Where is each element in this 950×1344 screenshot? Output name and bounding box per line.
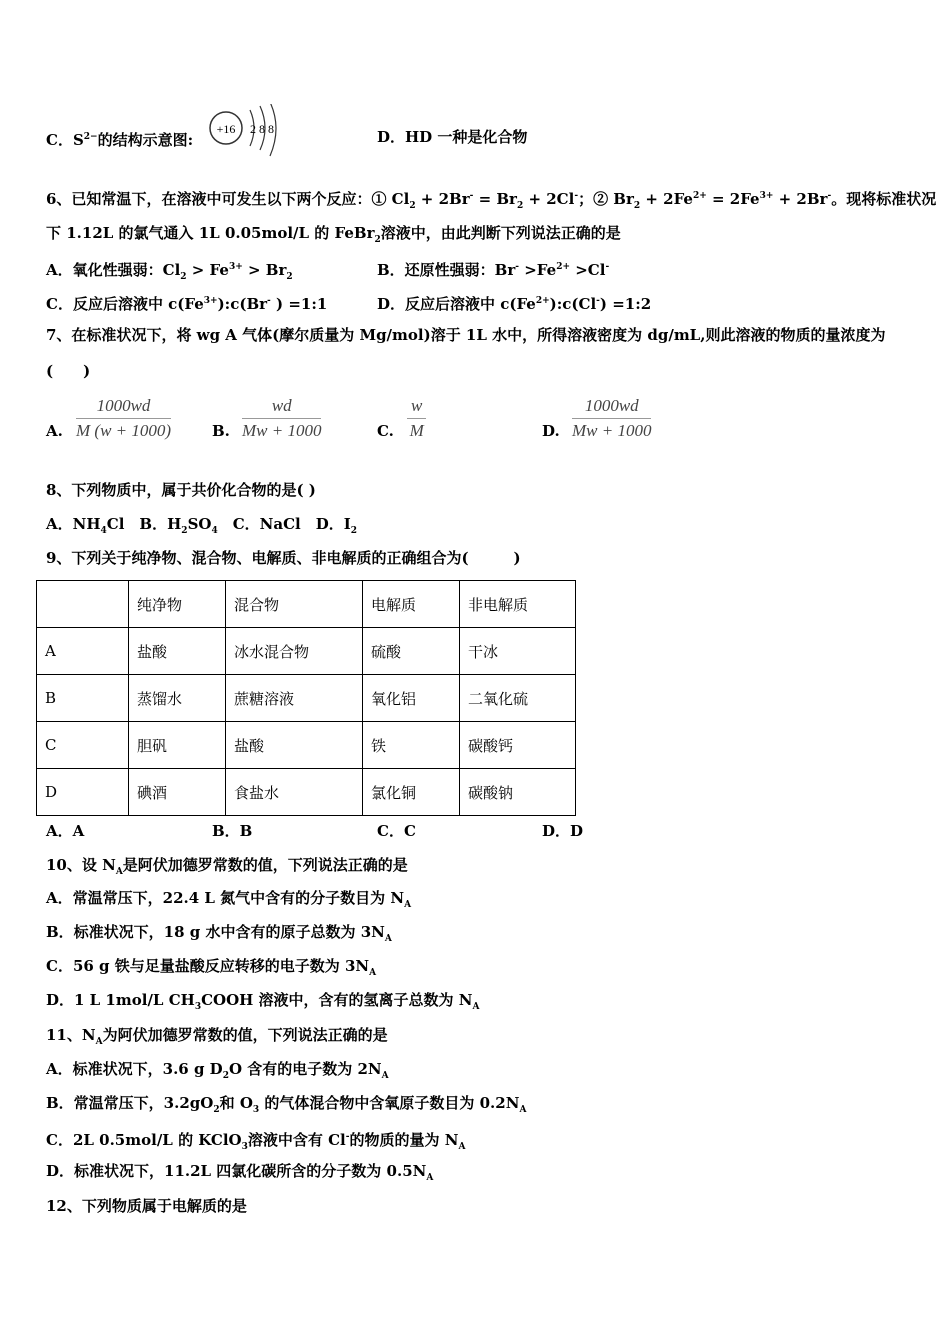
q7-option-label: C. <box>377 422 394 440</box>
text-line <box>46 291 327 314</box>
q5-c-suffix: 的结构示意图: <box>97 131 194 149</box>
table-cell: 二氧化硫 <box>460 675 576 722</box>
text-segment: 11、N <box>46 1026 96 1044</box>
sulfur-ion-structure-diagram <box>206 104 282 162</box>
text-segment: > Br <box>242 261 287 279</box>
table-row <box>37 769 576 816</box>
text-segment: A <box>458 1142 466 1152</box>
text-segment: 3+ <box>228 262 243 272</box>
text-segment: ):c(Cl <box>549 295 597 313</box>
text-segment: C．2L 0.5mol/L 的 KClO <box>46 1131 242 1149</box>
text-line <box>46 888 411 915</box>
text-segment: C．C <box>377 822 416 840</box>
table-header: 混合物 <box>226 581 363 628</box>
table-cell: 盐酸 <box>226 722 363 769</box>
text-segment: C．反应后溶液中 c(Fe <box>46 295 204 313</box>
text-line <box>46 514 357 541</box>
text-segment: - <box>469 191 474 201</box>
q5-option-d: D．HD 一种是化合物 <box>377 128 528 146</box>
text-line <box>46 1059 389 1086</box>
table-header-row <box>37 581 576 628</box>
q7-option-label: A. <box>46 422 63 440</box>
table-row <box>37 628 576 675</box>
text-line <box>46 990 479 1017</box>
text-line <box>46 361 90 381</box>
text-segment: A <box>404 900 412 910</box>
text-segment: A．标准状况下，3.6 g D <box>46 1060 223 1078</box>
text-line <box>46 186 936 216</box>
table-cell: C <box>37 722 129 769</box>
text-segment: 6、已知常温下，在溶液中可发生以下两个反应：① Cl <box>46 190 410 208</box>
text-line <box>46 956 376 983</box>
text-segment: ) =1:1 <box>270 295 328 313</box>
text-line <box>46 821 84 841</box>
text-segment: A <box>369 968 377 978</box>
text-line <box>377 821 416 841</box>
text-segment: 2 <box>374 235 381 245</box>
text-line <box>46 325 885 345</box>
table-cell: 食盐水 <box>226 769 363 816</box>
text-segment: 2 <box>222 1071 229 1081</box>
fraction-numerator: 1000wd <box>572 396 651 419</box>
q5-c-sup: 2− <box>83 132 98 142</box>
text-segment: COOH 溶液中，含有的氢离子总数为 N <box>201 991 473 1009</box>
fraction-denominator: M <box>409 421 424 440</box>
fraction-denominator: M (w + 1000) <box>76 421 172 440</box>
nucleus-charge: +16 <box>216 122 236 136</box>
text-segment: D．D <box>542 822 584 840</box>
text-segment: 2 <box>516 201 524 211</box>
q7-option-fraction <box>572 396 651 441</box>
text-segment: 3+ <box>759 191 774 201</box>
fraction-numerator: w <box>407 396 426 419</box>
text-line <box>542 821 583 841</box>
text-segment: 的物质的量为 N <box>349 1131 459 1149</box>
table-header: 非电解质 <box>460 581 576 628</box>
text-segment: Cl B．H <box>106 515 182 533</box>
text-segment: ；② Br <box>578 190 634 208</box>
text-segment: - <box>345 1132 350 1142</box>
text-segment: 2+ <box>692 191 707 201</box>
text-segment: 的气体混合物中含氧原子数目为 0.2N <box>259 1094 520 1112</box>
table-cell: D <box>37 769 129 816</box>
table-cell: 氧化铝 <box>363 675 460 722</box>
table-cell: 冰水混合物 <box>226 628 363 675</box>
text-segment: 2+ <box>556 262 570 272</box>
text-line <box>46 1196 247 1216</box>
text-segment: - <box>267 296 271 306</box>
text-segment: A <box>519 1105 527 1115</box>
text-line <box>46 1161 433 1188</box>
table-header: 纯净物 <box>129 581 226 628</box>
text-segment: ) =1:2 <box>599 295 652 313</box>
table-cell: A <box>37 628 129 675</box>
text-segment: A．A <box>46 822 85 840</box>
q5-c-text: C．S <box>46 131 84 149</box>
text-segment: 2 <box>286 272 293 282</box>
q7-option-fraction <box>76 396 171 441</box>
table-header: 电解质 <box>363 581 460 628</box>
text-segment: - <box>574 191 579 201</box>
electron-shells: 2 8 8 <box>250 122 274 136</box>
text-line <box>46 1093 526 1120</box>
q7-option-fraction <box>242 396 321 441</box>
fraction-denominator: Mw + 1000 <box>242 421 322 440</box>
q7-option-label: B. <box>212 422 230 440</box>
fraction-denominator: Mw + 1000 <box>572 421 652 440</box>
text-line <box>377 291 651 314</box>
text-segment: 2 <box>213 1105 220 1115</box>
text-segment: + 2Br <box>773 190 828 208</box>
text-segment: 3+ <box>203 296 218 306</box>
table-cell: 碘酒 <box>129 769 226 816</box>
table-cell: 胆矾 <box>129 722 226 769</box>
text-segment: B．标准状况下，18 g 水中含有的原子总数为 3N <box>46 923 385 941</box>
text-segment: = 2Fe <box>706 190 760 208</box>
text-line <box>46 1127 465 1157</box>
text-segment: A <box>115 867 123 877</box>
text-segment: - <box>596 296 600 306</box>
table-row <box>37 675 576 722</box>
text-segment: >Cl <box>570 261 606 279</box>
text-line <box>46 922 392 949</box>
classification-table <box>36 580 576 816</box>
text-segment: 下 1.12L 的氯气通入 1L 0.05mol/L 的 FeBr <box>46 224 375 242</box>
text-segment: C．NaCl D．I <box>217 515 351 533</box>
q7-option-label: D. <box>542 422 560 440</box>
table-cell: 碳酸钙 <box>460 722 576 769</box>
table-cell: 碳酸钠 <box>460 769 576 816</box>
table-cell: 干冰 <box>460 628 576 675</box>
text-segment: >Fe <box>519 261 557 279</box>
text-segment: B．常温常压下，3.2gO <box>46 1094 214 1112</box>
table-cell: 氯化铜 <box>363 769 460 816</box>
text-line <box>46 257 293 287</box>
text-segment: A <box>384 934 392 944</box>
q7-option-fraction <box>407 396 426 441</box>
text-segment: 12、下列物质属于电解质的是 <box>46 1197 247 1215</box>
table-cell: 蔗糖溶液 <box>226 675 363 722</box>
text-segment: A <box>95 1037 103 1047</box>
text-segment: C．56 g 铁与足量盐酸反应转移的电子数为 3N <box>46 957 370 975</box>
text-segment: 3 <box>252 1105 260 1115</box>
fraction-numerator: wd <box>242 396 321 419</box>
table-header <box>37 581 129 628</box>
text-line <box>212 821 252 841</box>
text-segment: ):c(Br <box>217 295 268 313</box>
text-segment: A <box>381 1071 389 1081</box>
text-segment: + 2Br <box>415 190 470 208</box>
text-line <box>377 257 609 280</box>
table-cell: 蒸馏水 <box>129 675 226 722</box>
table-cell: 硫酸 <box>363 628 460 675</box>
text-segment: > Fe <box>186 261 229 279</box>
text-line <box>46 223 621 250</box>
text-segment: 溶液中，由此判断下列说法正确的是 <box>380 224 621 242</box>
table-row <box>37 722 576 769</box>
text-segment: 2 <box>409 201 416 211</box>
text-segment: 是阿伏加德罗常数的值，下列说法正确的是 <box>122 856 408 874</box>
text-segment: - <box>827 191 832 201</box>
text-segment: 2 <box>350 526 358 536</box>
text-segment: - <box>605 262 610 272</box>
q5-option-c <box>46 127 193 150</box>
text-segment: = Br <box>473 190 517 208</box>
text-segment: 9、下列关于纯净物、混合物、电解质、非电解质的正确组合为( ) <box>46 549 521 567</box>
text-segment: 7、在标准状况下，将 wg A 气体(摩尔质量为 Mg/mol)溶于 1L 水中，所得溶液密度为 dg/mL,则此溶液的物质的量浓度为 <box>46 326 886 344</box>
text-segment: 2+ <box>535 296 550 306</box>
text-segment: D．反应后溶液中 c(Fe <box>377 295 536 313</box>
text-segment: 3 <box>241 1142 248 1152</box>
text-line <box>46 855 408 882</box>
text-segment: D．标准状况下，11.2L 四氯化碳所含的分子数为 0.5N <box>46 1162 427 1180</box>
text-segment: 4 <box>211 526 218 536</box>
text-segment: A．氧化性强弱：Cl <box>46 261 181 279</box>
fraction-numerator: 1000wd <box>76 396 171 419</box>
text-segment: 溶液中含有 Cl <box>247 1131 346 1149</box>
table-cell: B <box>37 675 129 722</box>
text-segment: 10、设 N <box>46 856 116 874</box>
text-line <box>46 480 316 500</box>
text-segment: 2 <box>180 272 187 282</box>
text-segment: B．还原性强弱：Br <box>377 261 516 279</box>
text-segment: 2 <box>181 526 188 536</box>
table-cell: 铁 <box>363 722 460 769</box>
text-segment: A．常温常压下，22.4 L 氮气中含有的分子数目为 N <box>46 889 405 907</box>
text-segment: 。现将标准状况 <box>831 190 937 208</box>
table-cell: 盐酸 <box>129 628 226 675</box>
text-line <box>46 548 521 568</box>
text-segment: B．B <box>212 822 253 840</box>
text-segment: A <box>472 1002 480 1012</box>
text-segment: A <box>426 1173 434 1183</box>
text-segment: A．NH <box>46 515 101 533</box>
text-segment: - <box>515 262 520 272</box>
text-segment: SO <box>187 515 212 533</box>
text-segment: O 含有的电子数为 2N <box>228 1060 382 1078</box>
text-line <box>46 1025 388 1052</box>
text-segment: + 2Fe <box>640 190 693 208</box>
text-segment: ( ) <box>46 362 91 380</box>
text-segment: 8、下列物质中，属于共价化合物的是( ) <box>46 481 316 499</box>
text-segment: 3 <box>194 1002 202 1012</box>
text-segment: 4 <box>100 526 107 536</box>
text-segment: + 2Cl <box>523 190 575 208</box>
text-segment: 2 <box>633 201 641 211</box>
text-segment: 和 O <box>219 1094 253 1112</box>
text-segment: 为阿伏加德罗常数的值，下列说法正确的是 <box>102 1026 388 1044</box>
text-segment: D．1 L 1mol/L CH <box>46 991 195 1009</box>
